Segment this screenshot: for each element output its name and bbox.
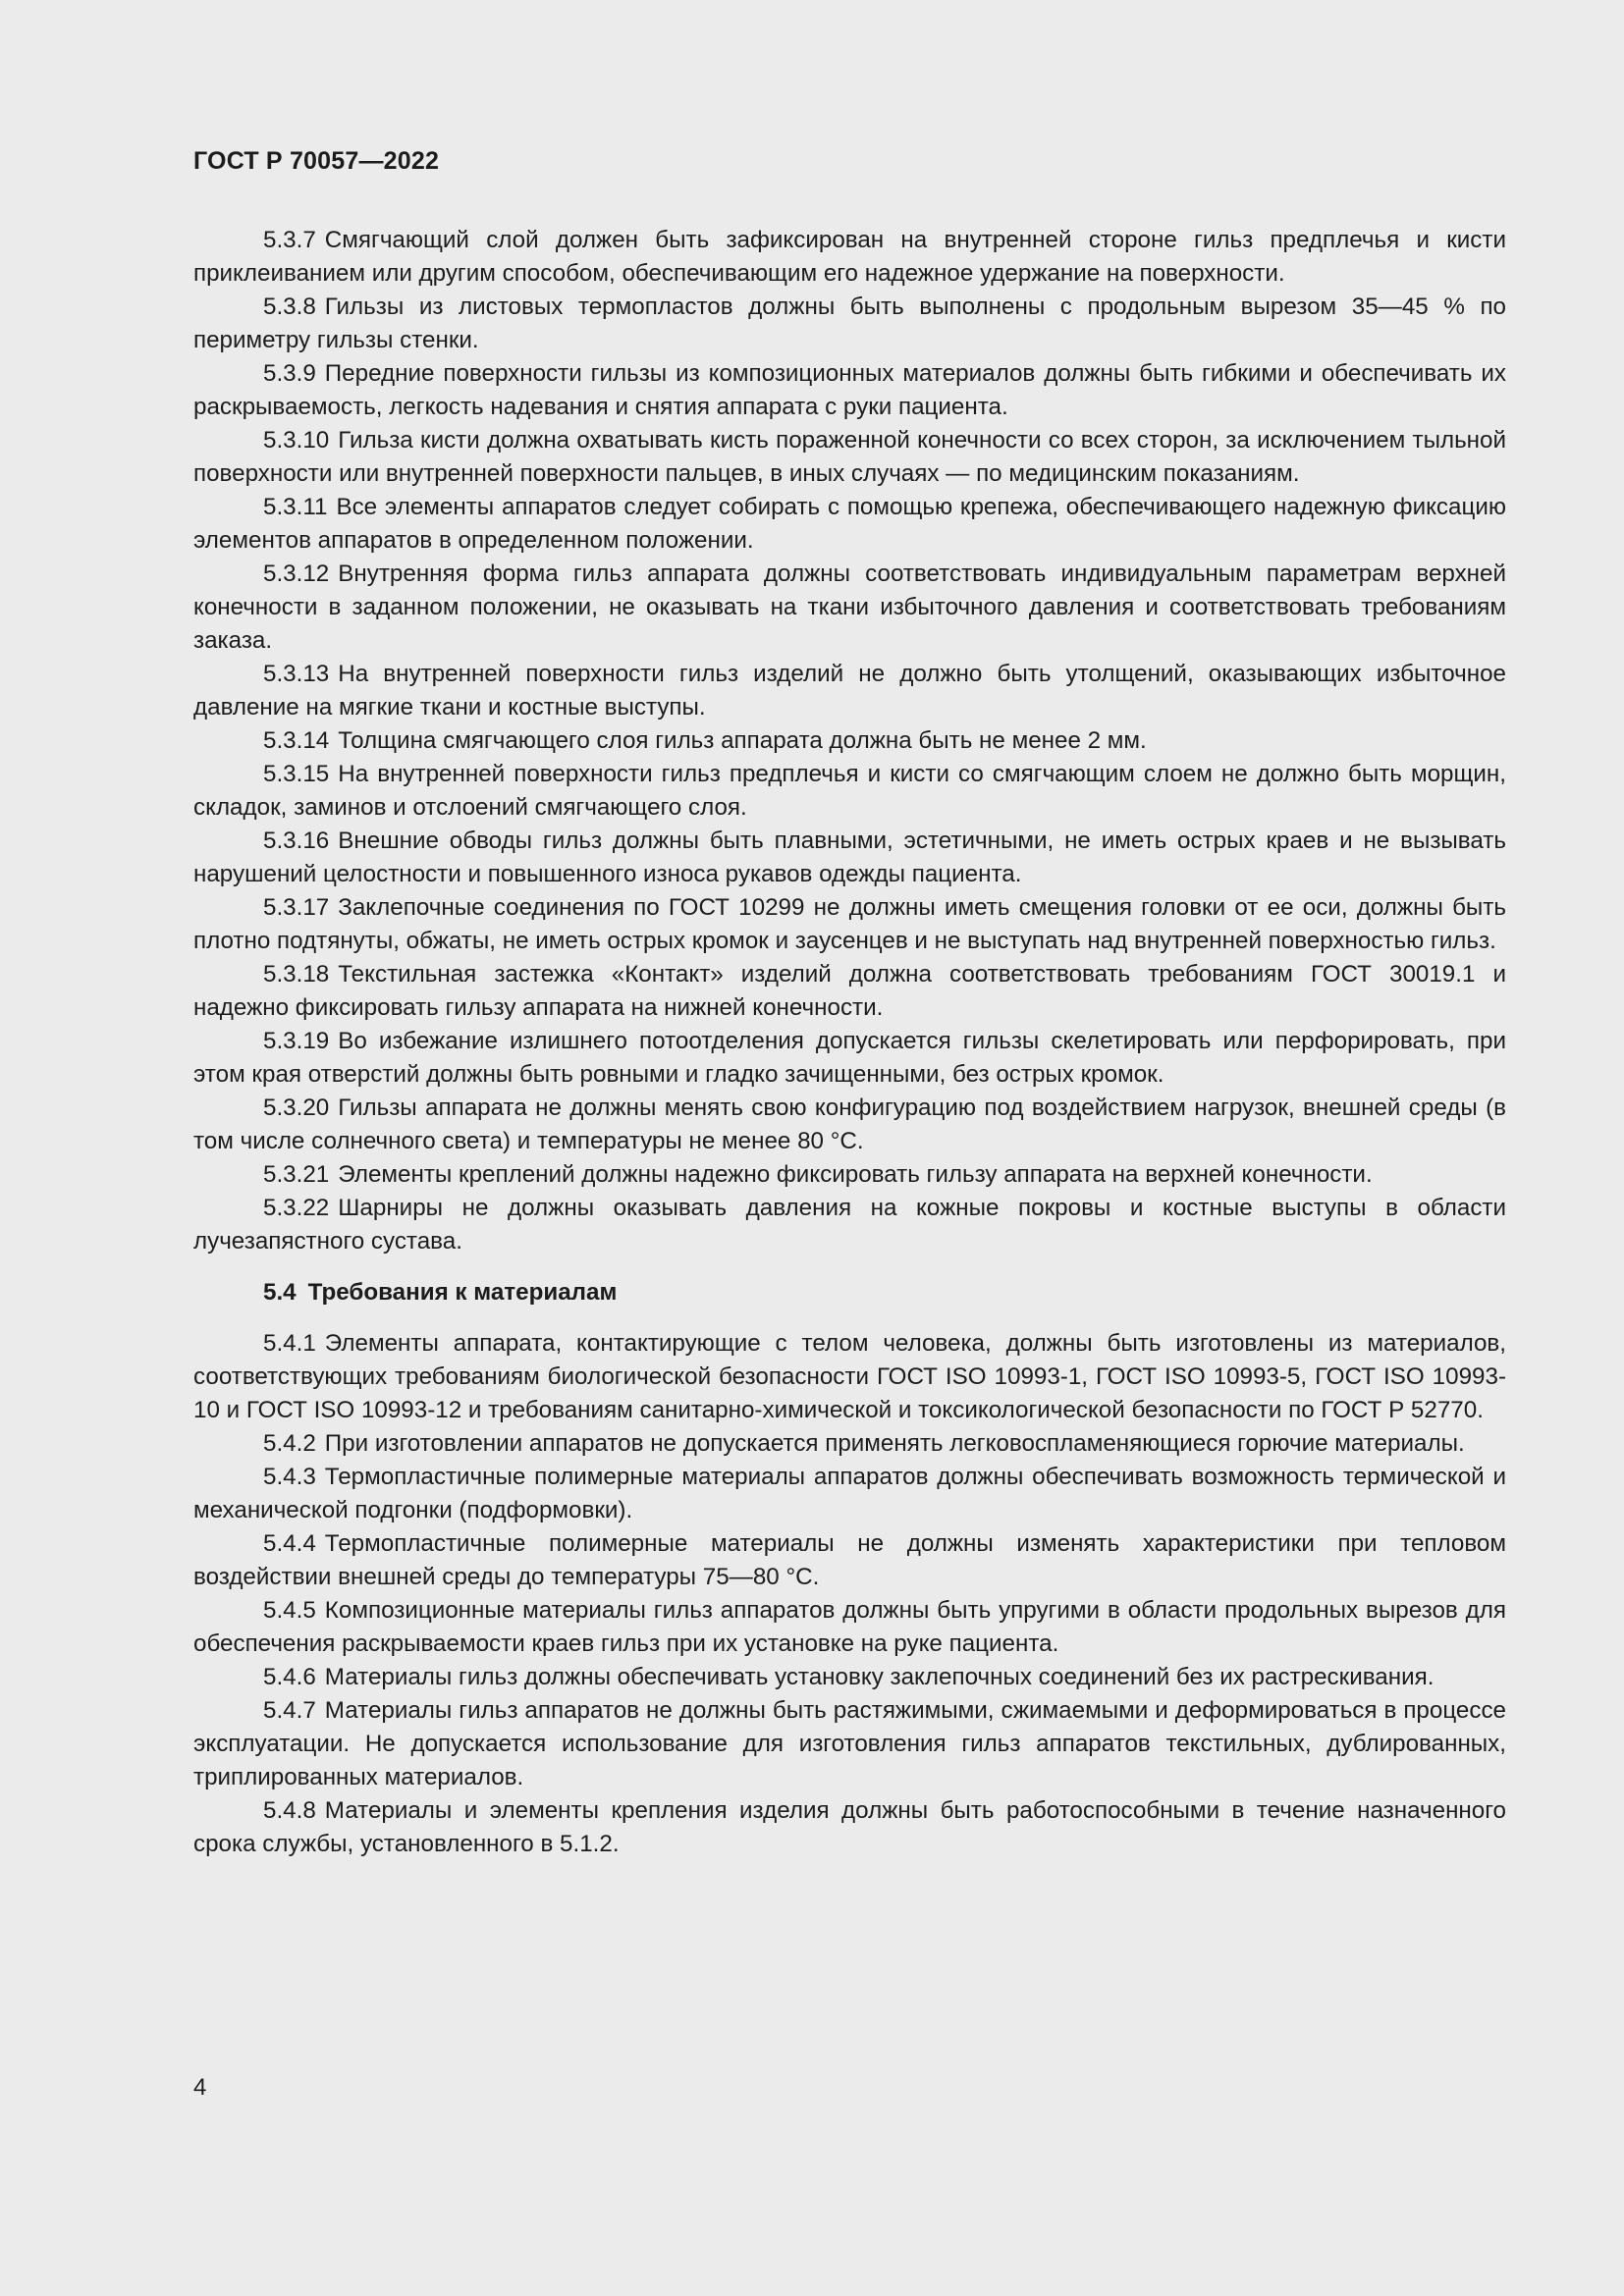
paragraph-item xyxy=(193,1025,1506,1092)
section-heading xyxy=(193,1276,1506,1309)
paragraph-number: 5.3.18 xyxy=(263,961,330,988)
paragraph-text: Все элементы аппаратов следует собирать с помощью крепежа, обеспечивающего надежную фиксацию элементов аппаратов в определенном положении. xyxy=(193,494,1506,554)
paragraph-item xyxy=(193,958,1506,1025)
paragraph-number: 5.3.16 xyxy=(263,828,330,854)
paragraph-number: 5.3.13 xyxy=(263,661,330,687)
section-heading-title: Требования к материалам xyxy=(307,1279,618,1306)
paragraph-text: Материалы гильз аппаратов не должны быть растяжимыми, сжимаемыми и деформироваться в процессе эксплуатации. Не допускается использование для изготовления гильз аппаратов текстильных, дублированных, триплированных материалов. xyxy=(193,1697,1506,1790)
paragraph-number: 5.3.14 xyxy=(263,727,330,754)
paragraph-item xyxy=(193,1661,1506,1694)
paragraph-text: Материалы гильз должны обеспечивать установку заклепочных соединений без их растрескивания. xyxy=(324,1664,1435,1690)
paragraph-text: Термопластичные полимерные материалы аппаратов должны обеспечивать возможность термической и механической подгонки (подформовки). xyxy=(193,1464,1506,1523)
paragraph-item xyxy=(193,224,1506,291)
paragraphs-section-5-4 xyxy=(193,1327,1506,1861)
paragraph-text: Термопластичные полимерные материалы не должны изменять характеристики при тепловом воздействии внешней среды до температуры 75—80 °С. xyxy=(193,1530,1506,1590)
paragraph-text: Шарниры не должны оказывать давления на кожные покровы и костные выступы в области лучезапястного сустава. xyxy=(193,1195,1506,1255)
paragraph-text: Передние поверхности гильзы из композиционных материалов должны быть гибкими и обеспечивать их раскрываемость, легкость надевания и снятия аппарата с руки пациента. xyxy=(193,360,1506,420)
paragraph-text: Внутренняя форма гильз аппарата должны соответствовать индивидуальным параметрам верхней конечности в заданном положении, не оказывать на ткани избыточного давления и соответствовать требованиям заказа. xyxy=(193,561,1506,654)
paragraph-number: 5.3.21 xyxy=(263,1161,330,1188)
paragraph-text: Толщина смягчающего слоя гильз аппарата должна быть не менее 2 мм. xyxy=(338,727,1147,754)
paragraph-text: Заклепочные соединения по ГОСТ 10299 не должны иметь смещения головки от ее оси, должны быть плотно подтянуты, обжаты, не иметь острых кромок и заусенцев и не выступать над внутренней поверхностью гильз. xyxy=(193,894,1506,954)
paragraph-text: На внутренней поверхности гильз изделий не должно быть утолщений, оказывающих избыточное давление на мягкие ткани и костные выступы. xyxy=(193,661,1506,721)
paragraph-item xyxy=(193,658,1506,724)
paragraph-number: 5.3.8 xyxy=(263,294,316,320)
paragraph-text: Гильзы из листовых термопластов должны быть выполнены с продольным вырезом 35—45 % по периметру гильзы стенки. xyxy=(193,294,1506,353)
paragraph-item xyxy=(193,558,1506,658)
paragraph-number: 5.3.15 xyxy=(263,761,330,787)
paragraph-text: При изготовлении аппаратов не допускается применять легковоспламеняющиеся горючие материалы. xyxy=(324,1430,1465,1457)
paragraph-number: 5.3.19 xyxy=(263,1028,330,1054)
paragraph-text: Элементы креплений должны надежно фиксировать гильзу аппарата на верхней конечности. xyxy=(338,1161,1373,1188)
paragraph-text: Текстильная застежка «Контакт» изделий должна соответствовать требованиям ГОСТ 30019.1 и надежно фиксировать гильзу аппарата на нижней конечности. xyxy=(193,961,1506,1021)
paragraph-item xyxy=(193,1092,1506,1158)
document-body xyxy=(193,224,1506,1861)
paragraphs-section-5-3 xyxy=(193,224,1506,1258)
paragraph-item xyxy=(193,491,1506,558)
paragraph-number: 5.3.22 xyxy=(263,1195,330,1221)
paragraph-number: 5.4.6 xyxy=(263,1664,316,1690)
paragraph-item xyxy=(193,724,1506,758)
paragraph-item xyxy=(193,1327,1506,1427)
paragraph-number: 5.3.11 xyxy=(263,494,328,520)
paragraph-item xyxy=(193,1192,1506,1258)
paragraph-text: Внешние обводы гильз должны быть плавными, эстетичными, не иметь острых краев и не вызывать нарушений целостности и повышенного износа рукавов одежды пациента. xyxy=(193,828,1506,887)
paragraph-text: На внутренней поверхности гильз предплечья и кисти со смягчающим слоем не должно быть морщин, складок, заминов и отслоений смягчающего слоя. xyxy=(193,761,1506,821)
paragraph-number: 5.3.9 xyxy=(263,360,316,387)
paragraph-number: 5.4.5 xyxy=(263,1597,316,1624)
paragraph-text: Гильзы аппарата не должны менять свою конфигурацию под воздействием нагрузок, внешней среды (в том числе солнечного света) и температуры не менее 80 °С. xyxy=(193,1095,1506,1154)
paragraph-item xyxy=(193,1158,1506,1192)
paragraph-number: 5.4.8 xyxy=(263,1797,316,1824)
paragraph-item xyxy=(193,1427,1506,1461)
paragraph-item xyxy=(193,1594,1506,1661)
paragraph-number: 5.3.12 xyxy=(263,561,330,587)
section-heading-number: 5.4 xyxy=(263,1279,297,1306)
paragraph-text: Во избежание излишнего потоотделения допускается гильзы скелетировать или перфорировать, при этом края отверстий должны быть ровными и гладко зачищенными, без острых кромок. xyxy=(193,1028,1506,1088)
paragraph-item xyxy=(193,1461,1506,1527)
paragraph-item xyxy=(193,758,1506,825)
paragraph-number: 5.3.10 xyxy=(263,427,330,454)
paragraph-number: 5.4.3 xyxy=(263,1464,316,1490)
paragraph-text: Гильза кисти должна охватывать кисть пораженной конечности со всех сторон, за исключением тыльной поверхности или внутренней поверхности пальцев, в иных случаях — по медицинским показаниям. xyxy=(193,427,1506,487)
paragraph-number: 5.4.4 xyxy=(263,1530,316,1557)
paragraph-text: Материалы и элементы крепления изделия должны быть работоспособными в течение назначенного срока службы, установленного в 5.1.2. xyxy=(193,1797,1506,1857)
paragraph-item xyxy=(193,1794,1506,1861)
paragraph-item xyxy=(193,357,1506,424)
paragraph-item xyxy=(193,825,1506,891)
paragraph-text: Элементы аппарата, контактирующие с телом человека, должны быть изготовлены из материалов, соответствующих требованиям биологической безопасности ГОСТ ISO 10993-1, ГОСТ ISO 10993-5, ГОСТ ISO 10993-10 и ГОСТ ISO 10993-12 и требованиям санитарно-химической и токсикологической безопасности по ГОСТ Р 52770. xyxy=(193,1330,1506,1423)
paragraph-item xyxy=(193,1527,1506,1594)
paragraph-item xyxy=(193,1694,1506,1794)
document-header: ГОСТ Р 70057—2022 xyxy=(193,147,440,175)
paragraph-number: 5.3.7 xyxy=(263,227,316,253)
paragraph-item xyxy=(193,424,1506,491)
paragraph-number: 5.4.7 xyxy=(263,1697,316,1724)
page-number: 4 xyxy=(193,2074,207,2101)
paragraph-number: 5.4.1 xyxy=(263,1330,316,1357)
paragraph-text: Композиционные материалы гильз аппаратов должны быть упругими в области продольных вырезов для обеспечения раскрываемости краев гильз при их установке на руке пациента. xyxy=(193,1597,1506,1657)
paragraph-text: Смягчающий слой должен быть зафиксирован на внутренней стороне гильз предплечья и кисти приклеиванием или другим способом, обеспечивающим его надежное удержание на поверхности. xyxy=(193,227,1506,287)
paragraph-number: 5.3.20 xyxy=(263,1095,330,1121)
paragraph-number: 5.3.17 xyxy=(263,894,330,921)
paragraph-item xyxy=(193,291,1506,357)
paragraph-item xyxy=(193,891,1506,958)
paragraph-number: 5.4.2 xyxy=(263,1430,316,1457)
